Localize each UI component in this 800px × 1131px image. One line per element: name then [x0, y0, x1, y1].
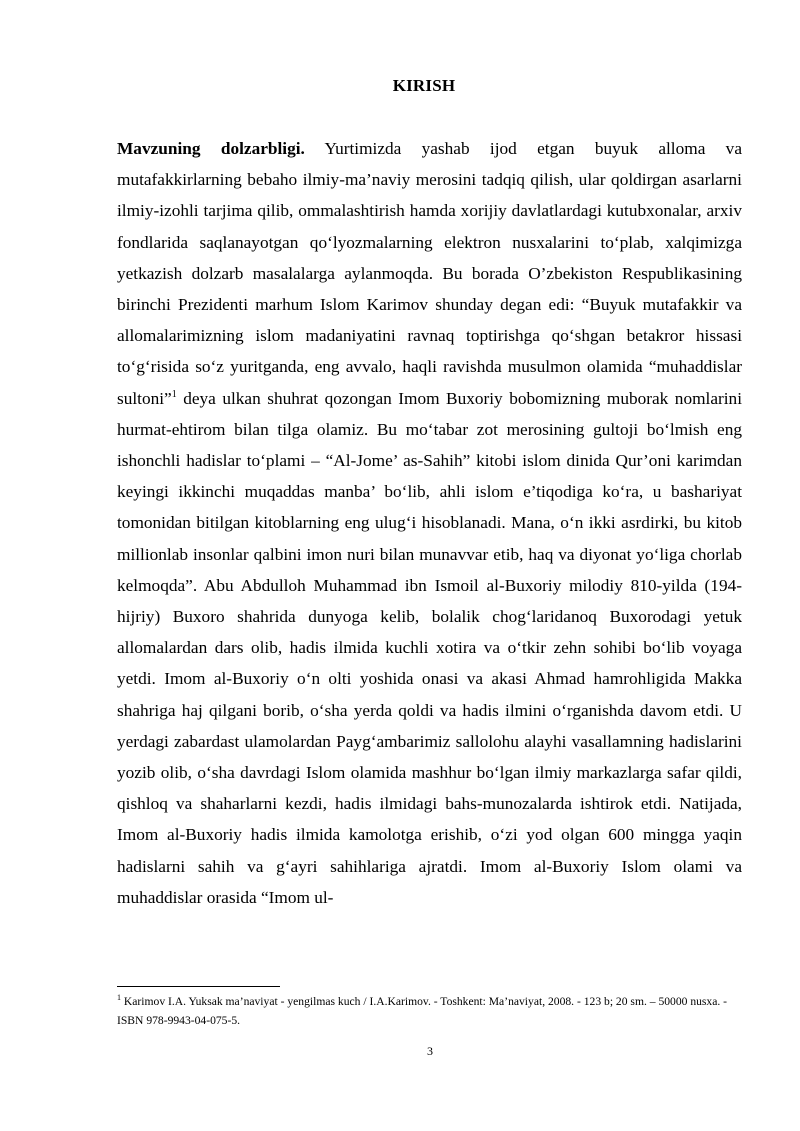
- footnote-reference[interactable]: 1: [171, 388, 177, 400]
- paragraph-lead: Mavzuning dolzarbligi.: [117, 139, 305, 158]
- footnote-text: Karimov I.A. Yuksak ma’naviyat - yengilmas kuch / I.A.Karimov. - Toshkent: Ma’naviyat, 2008. - 123 b; 20 sm. – 50000 nusxa. - ISBN 978-9943-04-075-5.: [117, 995, 728, 1027]
- page-number: 3: [427, 1044, 433, 1058]
- footnote: [117, 992, 745, 1030]
- body-paragraph: [117, 133, 742, 913]
- section-heading: KIRISH: [392, 76, 456, 95]
- footnote-marker: 1: [117, 993, 121, 1003]
- footnote-separator: [117, 986, 280, 987]
- paragraph-text-part-1: Yurtimizda yashab ijod etgan buyuk alloma va mutafakkirlarning bebaho ilmiy-ma’naviy merosini tadqiq qilish, ular qoldirgan asarlarni ilmiy-izohli tarjima qilib, ommalashtirish hamda xorijiy davlatlardagi kutubxonalar, arxiv fondlarida saqlanayotgan qo‘lyozmalarning elektron nusxalarini to‘plab, xalqimizga yetkazish dolzarb masalalarga aylanmoqda. Bu borada O’zbekiston Respublikasining birinchi Prezidenti marhum Islom Karimov shunday degan edi: “Buyuk mutafakkir va allomalarimizning islom madaniyatini ravnaq toptirishga qo‘shgan betakror hissasi to‘g‘risida so‘z yuritganda, eng avvalo, haqli ravishda musulmon olamida “muhaddislar sultoni”: [117, 139, 742, 408]
- paragraph-text-part-2: deya ulkan shuhrat qozongan Imom Buxoriy bobomizning muborak nomlarini hurmat-ehtirom bilan tilga olamiz. Bu mo‘tabar zot merosining gultoji bo‘lmish eng ishonchli hadislar to‘plami – “Al-Jome’ as-Sahih” kitobi islom dinida Qur’oni karimdan keyingi ikkinchi muqaddas manba’ bo‘lib, ahli islom e’tiqodiga ko‘ra, u bashariyat tomonidan bitilgan kitoblarning eng ulug‘i hisoblanadi. Mana, o‘n ikki asrdirki, bu kitob millionlab insonlar qalbini imon nuri bilan munavvar etib, haq va diyonat yo‘liga chorlab kelmoqda”. Abu Abdulloh Muhammad ibn Ismoil al-Buxoriy milodiy 810-yilda (194-hijriy) Buxoro shahrida dunyoga kelib, bolalik chog‘laridanoq Buxorodagi yetuk allomalardan dars olib, hadis ilmida kuchli xotira va o‘tkir zehn sohibi bo‘lib voyaga yetdi. Imom al-Buxoriy o‘n olti yoshida onasi va akasi Ahmad hamrohligida Makka shahriga haj qilgani borib, o‘sha yerda qoldi va hadis ilmini o‘rganishda davom etdi. U yerdagi zabardast ulamolardan Payg‘ambarimiz sallolohu alayhi vasallamning hadislarini yozib olib, o‘sha davrdagi Islom olamida mashhur bo‘lgan ilmiy markazlarga safar qildi, qishloq va shaharlarni kezdi, hadis ilmidagi bahs-munozalarda ishtirok etdi. Natijada, Imom al-Buxoriy hadis ilmida kamolotga erishib, o‘zi yod olgan 600 mingga yaqin hadislarni sahih va g‘ayri sahihlariga ajratdi. Imom al-Buxoriy Islom olami va muhaddislar orasida “Imom ul-: [117, 388, 742, 907]
